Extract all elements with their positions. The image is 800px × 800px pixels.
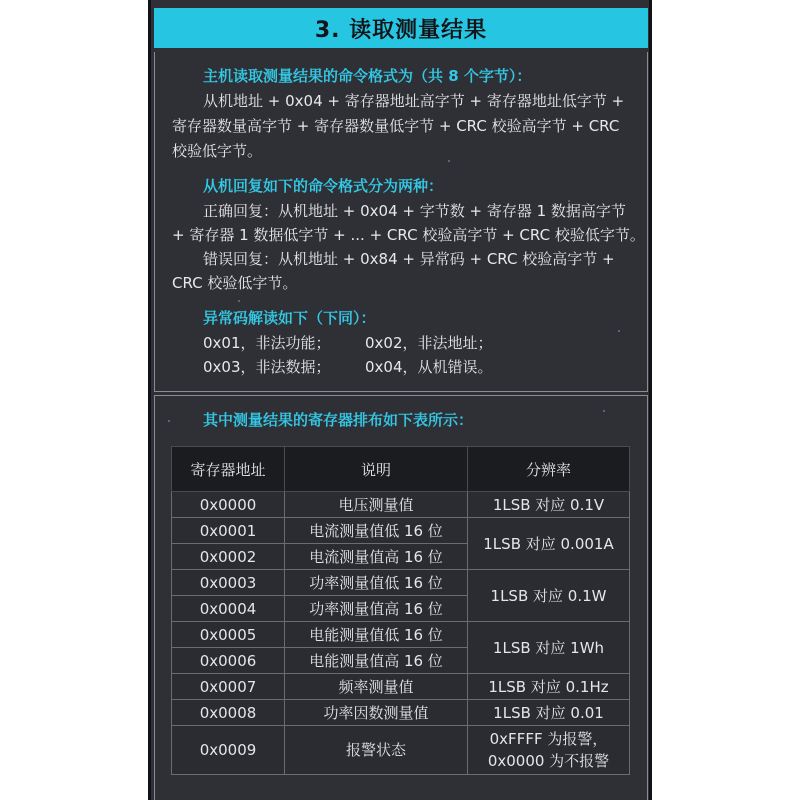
register-resolution-cell [468, 726, 630, 775]
host-command-line: 从机地址 + 0x04 + 寄存器地址高字节 + 寄存器地址低字节 + [203, 92, 625, 110]
register-description-cell: 电流测量值高 16 位 [285, 544, 468, 570]
register-address-cell: 0x0007 [172, 674, 285, 700]
correct-reply-line: + 寄存器 1 数据低字节 + ... + CRC 校验高字节 + CRC 校验低字节。 [172, 226, 645, 244]
register-address-cell: 0x0002 [172, 544, 285, 570]
register-address-cell: 0x0001 [172, 518, 285, 544]
register-address-cell: 0x0000 [172, 492, 285, 518]
exception-code-item: 0x02，非法地址； [365, 334, 493, 352]
register-address-cell: 0x0004 [172, 596, 285, 622]
panel-right-edge [649, 0, 652, 800]
column-header-description: 说明 [285, 447, 468, 492]
register-description-cell: 功率因数测量值 [285, 700, 468, 726]
table-row [172, 726, 630, 775]
register-resolution-cell: 1LSB 对应 1Wh [468, 622, 630, 674]
alarm-status-line: 0xFFFF 为报警， [489, 730, 608, 748]
register-description-cell: 电流测量值低 16 位 [285, 518, 468, 544]
table-row [172, 674, 630, 700]
table-header-row [172, 447, 630, 492]
host-command-heading: 主机读取测量结果的命令格式为（共 8 个字节）： [203, 67, 532, 85]
panel-left-edge [148, 0, 151, 800]
host-command-line: 校验低字节。 [172, 142, 263, 160]
exception-code-heading: 异常码解读如下（下同）： [203, 309, 376, 327]
exception-code-item: 0x03，非法数据； [203, 358, 331, 376]
table-row [172, 700, 630, 726]
register-address-cell: 0x0003 [172, 570, 285, 596]
alarm-status-line: 0x0000 为不报警 [487, 752, 610, 770]
register-resolution-cell: 1LSB 对应 0.1V [468, 492, 630, 518]
register-address-cell: 0x0009 [172, 726, 285, 775]
exception-code-item: 0x01，非法功能； [203, 334, 331, 352]
register-table-wrapper [171, 446, 629, 775]
column-header-resolution: 分辨率 [468, 447, 630, 492]
table-row [172, 492, 630, 518]
register-resolution-cell: 1LSB 对应 0.1Hz [468, 674, 630, 700]
table-row [172, 518, 630, 544]
register-resolution-cell: 1LSB 对应 0.001A [468, 518, 630, 570]
column-header-address: 寄存器地址 [172, 447, 285, 492]
register-description-cell: 功率测量值低 16 位 [285, 570, 468, 596]
register-resolution-cell: 1LSB 对应 0.1W [468, 570, 630, 622]
exception-code-item: 0x04，从机错误。 [365, 358, 493, 376]
register-description-cell: 报警状态 [285, 726, 468, 775]
register-table [171, 446, 630, 775]
register-description-cell: 电能测量值高 16 位 [285, 648, 468, 674]
table-row [172, 622, 630, 648]
host-command-line: 寄存器数量高字节 + 寄存器数量低字节 + CRC 校验高字节 + CRC [172, 117, 620, 135]
register-description-cell: 电压测量值 [285, 492, 468, 518]
register-table-heading: 其中测量结果的寄存器排布如下表所示： [203, 411, 474, 429]
error-reply-line: 错误回复：从机地址 + 0x84 + 异常码 + CRC 校验高字节 + [203, 250, 615, 268]
error-reply-line: CRC 校验低字节。 [172, 274, 298, 292]
register-description-cell: 功率测量值高 16 位 [285, 596, 468, 622]
page-title: 3. 读取测量结果 [314, 17, 488, 43]
section-title-bar [154, 8, 648, 48]
register-address-cell: 0x0008 [172, 700, 285, 726]
table-row [172, 570, 630, 596]
slave-reply-heading: 从机回复如下的命令格式分为两种： [203, 177, 444, 195]
register-description-cell: 电能测量值低 16 位 [285, 622, 468, 648]
register-resolution-cell: 1LSB 对应 0.01 [468, 700, 630, 726]
correct-reply-line: 正确回复：从机地址 + 0x04 + 字节数 + 寄存器 1 数据高字节 [203, 202, 626, 220]
register-address-cell: 0x0005 [172, 622, 285, 648]
register-address-cell: 0x0006 [172, 648, 285, 674]
register-description-cell: 频率测量值 [285, 674, 468, 700]
